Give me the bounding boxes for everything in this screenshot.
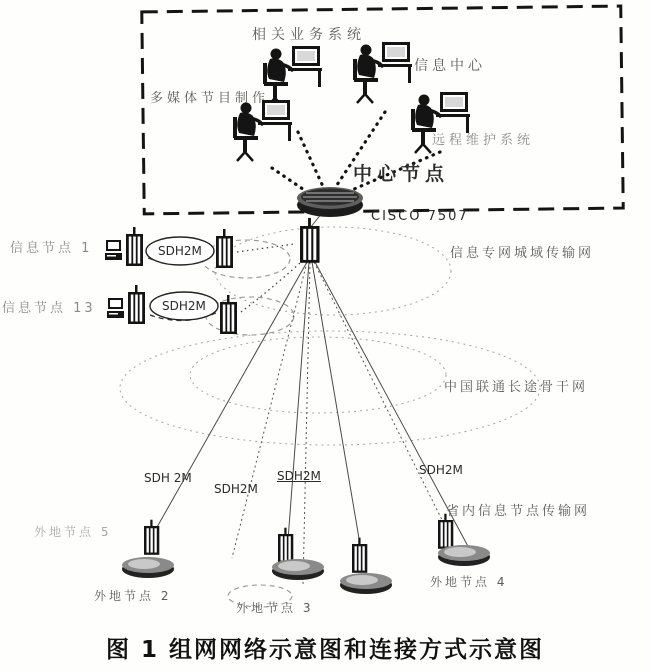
router-icon [297,187,363,217]
remote-node-label: 外地节点 2 [94,589,172,603]
workstation-label: 远程维护系统 [432,133,535,148]
sdh-oval-label: SDH2M [162,299,206,313]
tower-icon [216,229,233,268]
network-label-backbone: 中国联通长途骨干网 [444,380,589,395]
network-label-provincial: 省内信息节点传输网 [446,504,591,519]
workstation-icon [353,42,412,103]
info-node-label: 信息节点 13 [2,301,96,316]
tower-icon [144,520,159,555]
pc-icon [107,298,124,318]
remote-node-label: 外地节点 3 [236,601,314,615]
sdh-link-label: SDH2M [214,482,258,496]
node-base-disk-icon [122,557,174,578]
node-base-disk-icon [340,573,392,594]
sdh-link-label: SDH2M [277,469,321,483]
sdh-link-label: SDH 2M [144,471,192,485]
node-base-disk-icon [438,545,490,566]
network-label-metro: 信息专网城域传输网 [450,246,595,261]
workstation-label: 相关业务系统 [252,27,366,43]
workstation-label: 信息中心 [414,58,486,74]
info-node-label: 信息节点 1 [10,241,93,256]
tower-icon [352,538,367,573]
router-model-label: CISCO 7507 [371,209,469,224]
node-base-disk-icon [272,559,324,580]
workstation-icon [233,100,292,161]
remote-node-label: 外地节点 4 [430,575,508,589]
metro-network-cloud [202,227,451,335]
center-node-label: 中心节点 [353,163,450,185]
tower-icon [278,528,293,563]
pc-icon [105,240,122,260]
sdh-oval-label: SDH2M [158,244,202,258]
remote-node-label: 外地节点 5 [34,525,112,539]
workstation-icon [263,46,322,107]
central-tower-icon [300,218,320,263]
tower-icon [128,285,145,324]
figure-caption: 图 1 组网网络示意图和连接方式示意图 [105,637,545,663]
tower-icon [126,227,143,266]
workstation-label: 多媒体节目制作 [150,91,270,106]
sdh-link-label: SDH2M [419,463,463,477]
